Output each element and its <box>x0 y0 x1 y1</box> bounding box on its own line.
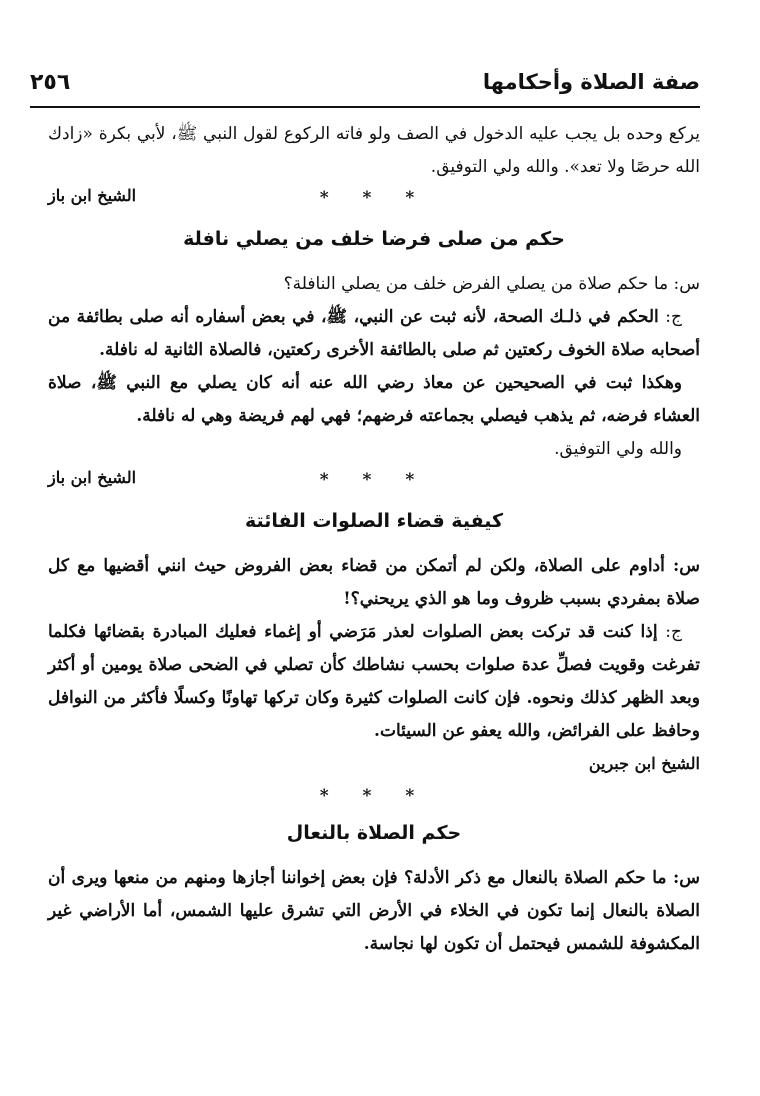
answer-marker: ج: <box>665 622 682 642</box>
running-title: صفة الصلاة وأحكامها <box>482 70 700 94</box>
question: س: أداوم على الصلاة، ولكن لم أتمكن من قضاء بعض الفروض حيث انني أقضيها مع كل صلاة بمفردي بسبب ظروف وما هو الذي يريحني؟! <box>48 556 700 609</box>
signature: الشيخ ابن باز <box>48 468 137 487</box>
section-title: حكم من صلى فرضا خلف من يصلي نافلة <box>183 228 565 250</box>
page-body <box>48 118 700 961</box>
signature-row <box>48 186 700 216</box>
section-title: كيفية قضاء الصلوات الفائتة <box>244 510 504 532</box>
signature-row <box>48 468 700 498</box>
page-header <box>30 70 700 104</box>
question: س: ما حكم صلاة من يصلي الفرض خلف من يصلي النافلة؟ <box>283 274 700 294</box>
answer <box>48 616 700 748</box>
page-number: ٢٥٦ <box>30 70 71 95</box>
section-title: حكم الصلاة بالنعال <box>286 822 462 844</box>
separator-stars: * * * <box>319 470 429 490</box>
closing-line: والله ولي التوفيق. <box>554 439 682 459</box>
answer-text: الحكم في ذلـك الصحة، لأنه ثبت عن النبي، ﷺ، في بعض أسفاره أنه صلى بطائفة من أصحابه صلاة الخوف ركعتين ثم صلى بالطائفة الأخرى ركعتين، فالصلاة الثانية له نافلة. <box>48 307 700 360</box>
question: س: ما حكم الصلاة بالنعال مع ذكر الأدلة؟ فإن بعض إخواننا أجازها ومنهم من منعها ويرى أن الصلاة بالنعال إنما تكون في الخلاء في الأرض التي تشرق عليها الشمس، أما الأراضي غير المكشوفة للشمس فيحتمل أن تكون لها نجاسة. <box>48 868 700 954</box>
answer-paragraph: وهكذا ثبت في الصحيحين عن معاذ رضي الله عنه أنه كان يصلي مع النبي ﷺ، صلاة العشاء فرضه، ثم يذهب فيصلي بجماعته فرضهم؛ فهي لهم فريضة وهي له نافلة. <box>48 373 700 426</box>
header-divider <box>30 106 700 108</box>
answer <box>48 301 700 367</box>
separator-stars: * * * <box>319 188 429 208</box>
signature: الشيخ ابن جبرين <box>588 754 700 773</box>
answer-text: إذا كنت قد تركت بعض الصلوات لعذر مَرَضي أو إغماء فعليك المبادرة بقضائها فكلما تفرغت وقويت فصلِّ عدة صلوات بحسب نشاطك كأن تصلي في الضحى صلاة يومين أو أكثر وبعد الظهر كذلك ونحوه. فإن كانت الصلوات كثيرة وكان تركها تهاونًا وكسلًا فأكثر من النوافل وحافظ على الفرائض، والله يعفو عن السيئات. <box>48 622 700 741</box>
signature: الشيخ ابن باز <box>48 186 137 205</box>
continuation-paragraph: يركع وحده بل يجب عليه الدخول في الصف ولو فاته الركوع لقول النبي ﷺ، لأبي بكرة «زادك الله حرصًا ولا تعد». والله ولي التوفيق. <box>48 124 700 177</box>
answer-marker: ج: <box>665 307 682 327</box>
separator-stars: * * * <box>319 786 429 806</box>
